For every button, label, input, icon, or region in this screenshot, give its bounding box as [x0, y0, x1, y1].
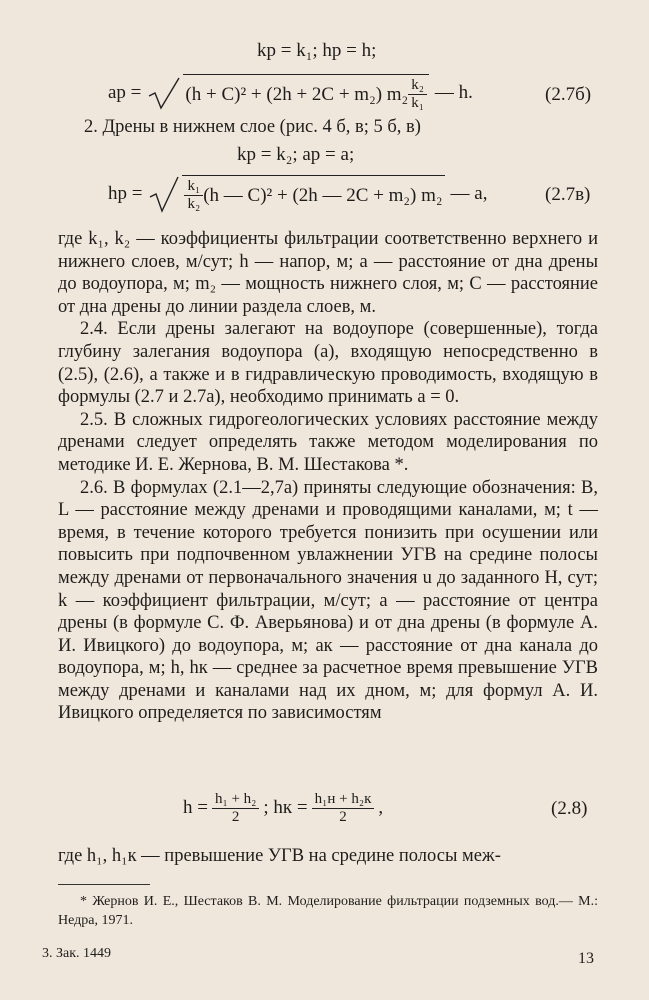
fraction-h: [212, 791, 259, 826]
formula-end: ,: [378, 797, 384, 818]
printer-signature: 3. Зак. 1449: [42, 946, 112, 961]
footnote-text: * Жернов И. Е., Шестаков В. М. Моделирование фильтрации подземных вод.— М.: Недра, 1971.: [58, 894, 598, 928]
formula-lhs: hр =: [108, 183, 143, 204]
footnote-divider: [58, 884, 150, 885]
formula-lhs: aр =: [108, 82, 142, 103]
equation-number-2-7b: (2.7б): [545, 84, 592, 105]
formula-2-7b: [108, 76, 473, 110]
footnote: [58, 892, 598, 930]
radicand-text: (h + C)² + (2h + 2C + m₂) m₂: [185, 83, 409, 105]
paragraph-2-6: 2.6. В формулах (2.1—2,7а) приняты следующие обозначения: B, L — расстояние между дренами и проводящими каналами, м; t — время, в течение которого требуется понизить при осушении или повысить при подпочвенном увлажнении УГВ на средине полосы между дренами от первоначального значения u до заданного H, сут; k — коэффициент фильтрации, м/сут; a — расстояние от центра дрены (в формуле С. Ф. Аверьянова) и от дна дрены (в формуле А. И. Ивицкого) до водоупора, м; aк — расстояние от дна канала до водоупора, м; h, hк — среднее за расчетное время превышение УГВ между дренами и каналами над их дном, м; для формул А. И. Ивицкого определяется по зависимостям: [58, 477, 598, 724]
fraction-numerator: h₁н + h₂к: [312, 791, 375, 809]
paragraph-where-k: где k₁, k₂ — коэффициенты фильтрации соответственно верхнего и нижнего слоев, м/сут; h — напор, м; a — расстояние от дна дрены до водоупора, м; m₂ — мощность нижнего слоя, м; C — расстояние от дна дрены до линии раздела слоев, м.: [58, 229, 598, 317]
fraction-denominator: 2: [231, 808, 240, 825]
equation-number-2-7v: (2.7в): [545, 184, 591, 205]
fraction-hk: [312, 791, 375, 826]
fraction-denominator: 2: [339, 808, 347, 825]
fraction-denominator: k₂: [187, 196, 201, 212]
formula-hk-lhs: ; hк =: [263, 797, 308, 818]
formula-2-8: [183, 786, 383, 830]
formula-2-7v: [108, 174, 487, 214]
formula-h-lhs: h =: [183, 797, 208, 818]
formula-tail: — h.: [434, 82, 473, 103]
formula-tail: — a,: [450, 183, 488, 204]
fraction-k1-k2: [184, 178, 203, 213]
formula-k-h: kр = k₁; hр = h;: [257, 40, 377, 61]
equation-number-2-8: (2.8): [551, 798, 588, 819]
list-item-2: 2. Дрены в нижнем слое (рис. 4 б, в; 5 б, в): [84, 117, 421, 137]
fraction-numerator: k₂: [408, 77, 427, 95]
radicand-text: (h — C)² + (2h — 2C + m₂) m₂: [203, 184, 443, 206]
radical-sign-icon: [148, 175, 182, 213]
formula-kp-ap: kр = k₂; aр = a;: [237, 144, 355, 165]
page-number: 13: [578, 950, 594, 967]
fraction-numerator: k₁: [184, 178, 203, 196]
paragraph-where-h: где h₁, h₁к — превышение УГВ на средине полосы меж-: [58, 846, 501, 866]
text-body: [58, 228, 598, 725]
paragraph-2-4: 2.4. Если дрены залегают на водоупоре (совершенные), тогда глубину залегания водоупора (a), входящую непосредственно в (2.5), (2.6), а также и в гидравлическую проводимость, входящую в формулы (2.7 и 2.7а), необходимо принимать a = 0.: [58, 319, 598, 408]
fraction-denominator: k₁: [411, 95, 424, 111]
radical-sign-icon: [147, 76, 183, 110]
radicand: [182, 175, 444, 213]
fraction-k2-k1: [408, 77, 427, 112]
paragraph-2-5: 2.5. В сложных гидрогеологических условиях расстояние между дренами следует определять также методом моделирования по методике И. Е. Жернова, В. М. Шестакова *.: [58, 409, 598, 475]
radicand: [183, 74, 429, 112]
fraction-numerator: h₁ + h₂: [212, 791, 259, 809]
